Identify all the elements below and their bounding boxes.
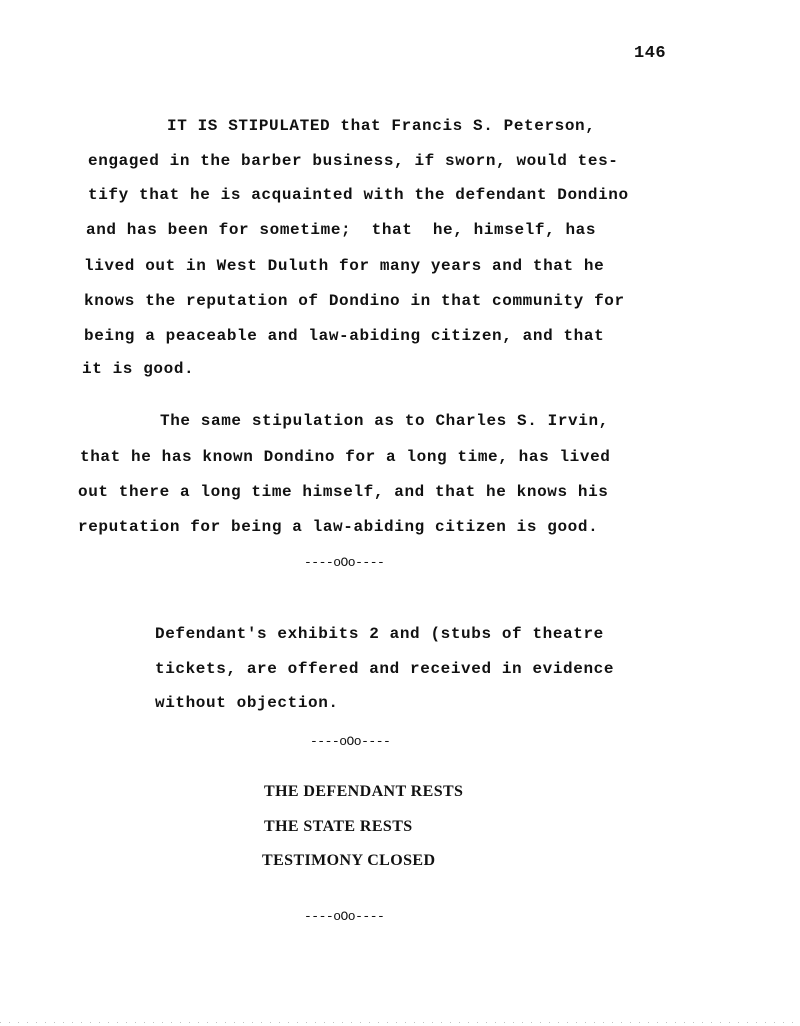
testimony-closed-line: TESTIMONY CLOSED	[262, 852, 436, 869]
scan-artifact-line	[0, 1022, 800, 1023]
text-line: that he has known Dondino for a long time, has lived	[80, 448, 611, 466]
section-divider: ----oOo----	[304, 555, 385, 570]
text-line: out there a long time himself, and that he knows his	[78, 483, 609, 501]
text-line: tify that he is acquainted with the defendant Dondino	[88, 186, 629, 204]
text-line: reputation for being a law-abiding citizen is good.	[78, 518, 599, 536]
text-line: Defendant's exhibits 2 and (stubs of theatre	[155, 625, 604, 643]
section-divider: ----oOo----	[304, 909, 385, 924]
section-divider: ----oOo----	[310, 734, 391, 749]
text-line: being a peaceable and law-abiding citizen, and that	[84, 327, 605, 345]
defendant-rests-line: THE DEFENDANT RESTS	[264, 783, 464, 800]
text-line: IT IS STIPULATED that Francis S. Peterson,	[167, 117, 596, 135]
text-line: and has been for sometime; that he, himself, has	[86, 221, 597, 239]
text-line: it is good.	[82, 360, 195, 378]
text-line: without objection.	[155, 694, 339, 712]
page-number: 146	[634, 44, 667, 63]
text-line: knows the reputation of Dondino in that community for	[84, 292, 625, 310]
text-line: tickets, are offered and received in evidence	[155, 660, 615, 678]
text-line: engaged in the barber business, if sworn, would tes-	[88, 152, 619, 170]
text-line: lived out in West Duluth for many years and that he	[84, 257, 605, 275]
text-line: The same stipulation as to Charles S. Irvin,	[160, 412, 609, 430]
state-rests-line: THE STATE RESTS	[264, 818, 413, 835]
